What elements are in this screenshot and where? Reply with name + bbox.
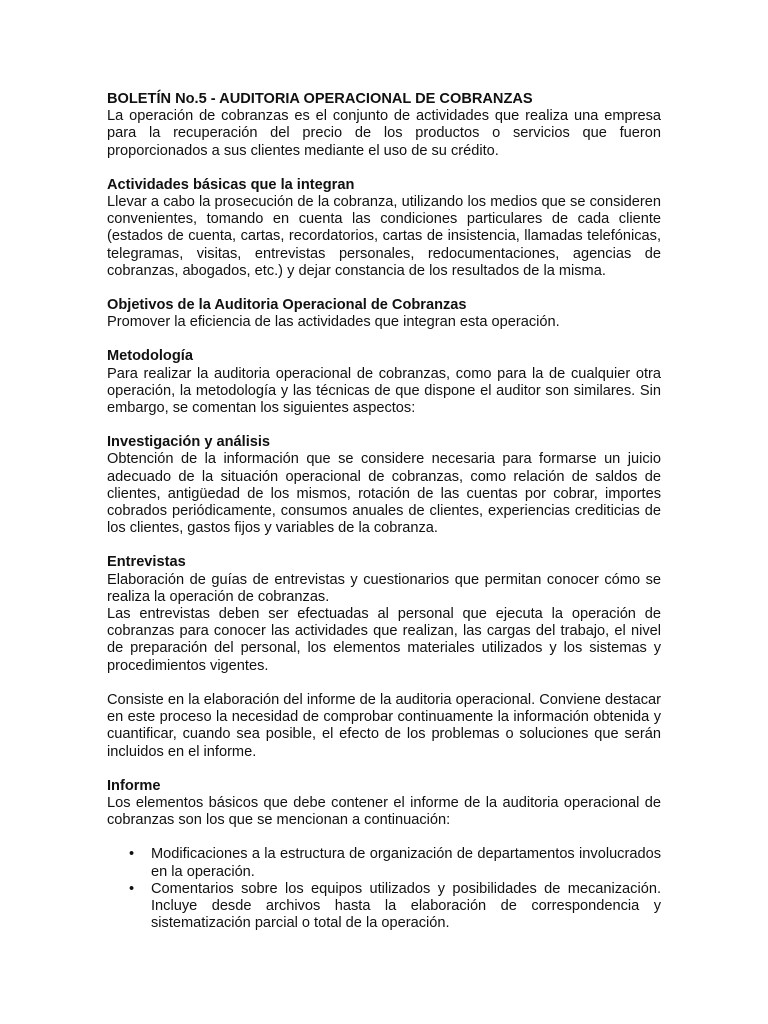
section-text-objetivos: Promover la eficiencia de las actividades que integran esta operación. xyxy=(107,314,560,331)
section-text-investigacion: Obtención de la información que se considere necesaria para formarse un juicio adecuado de la situación operacional de cobranzas, como relación de saldos de clientes, antigüedad de los mismos, rotación de las cuentas por cobrar, importes cobrados periódicamente, consumos anuales de clientes, experiencias crediticias de los clientes, gastos fijos y variables de la cobranza. xyxy=(107,451,661,537)
section-text-entrevistas: Elaboración de guías de entrevistas y cuestionarios que permitan conocer cómo se realiza la operación de cobranzas. xyxy=(107,571,661,605)
bullet-icon: • xyxy=(129,880,135,897)
document-title: BOLETÍN No.5 - AUDITORIA OPERACIONAL DE COBRANZAS xyxy=(107,91,533,107)
section-heading-investigacion: Investigación y análisis xyxy=(107,434,271,451)
document-page xyxy=(107,91,661,932)
informe-bullet-list xyxy=(107,846,661,932)
spacer xyxy=(107,537,661,554)
intro-paragraph: La operación de cobranzas es el conjunto de actividades que realiza una empresa para la recuperación del precio de los productos o servicios que fueron proporcionados a sus clientes mediante el uso de su crédito. xyxy=(107,108,661,159)
section-heading-metodologia: Metodología xyxy=(107,348,193,365)
section-heading-entrevistas: Entrevistas xyxy=(107,554,186,571)
spacer xyxy=(107,417,661,434)
section-text-entrevistas-2: Las entrevistas deben ser efectuadas al personal que ejecuta la operación de cobranzas para conocer las actividades que realizan, las cargas del trabajo, el nivel de preparación del personal, los elementos materiales utilizados y los sistemas y procedimientos vigentes. xyxy=(107,606,661,674)
list-item-text: Comentarios sobre los equipos utilizados y posibilidades de mecanización. Incluye desde archivos hasta la elaboración de correspondencia y sistematización parcial o total de la operación. xyxy=(151,880,661,932)
list-item xyxy=(107,846,661,880)
list-item-text: Modificaciones a la estructura de organización de departamentos involucrados en la operación. xyxy=(151,846,661,880)
spacer xyxy=(107,280,661,297)
section-text-actividades: Llevar a cabo la prosecución de la cobranza, utilizando los medios que se consideren convenientes, tomando en cuenta las condiciones particulares de cada cliente (estados de cuenta, cartas, recordatorios, cartas de insistencia, llamadas telefónicas, telegramas, visitas, entrevistas personales, redocumentaciones, agencias de cobranzas, abogados, etc.) y dejar constancia de los resultados de la misma. xyxy=(107,194,661,279)
spacer xyxy=(107,675,661,692)
section-heading-actividades: Actividades básicas que la integran xyxy=(107,176,355,193)
spacer xyxy=(107,160,661,177)
bullet-icon: • xyxy=(129,846,135,863)
section-heading-informe: Informe xyxy=(107,777,161,794)
section-heading-objetivos: Objetivos de la Auditoria Operacional de Cobranzas xyxy=(107,297,467,314)
spacer xyxy=(107,331,661,348)
section-text-informe: Los elementos básicos que debe contener el informe de la auditoria operacional de cobranzas son los que se mencionan a continuación: xyxy=(107,794,661,829)
spacer xyxy=(107,829,661,846)
section-text-entrevistas-3: Consiste en la elaboración del informe de la auditoria operacional. Conviene destacar en este proceso la necesidad de comprobar continuamente la información obtenida y cuantificar, cuando sea posible, el efecto de los problemas o soluciones que serán incluidos en el informe. xyxy=(107,691,661,760)
spacer xyxy=(107,761,661,778)
list-item xyxy=(107,881,661,933)
section-text-metodologia: Para realizar la auditoria operacional de cobranzas, como para la de cualquier otra operación, la metodología y las técnicas de que dispone el auditor son similares. Sin embargo, se comentan los siguientes aspectos: xyxy=(107,365,661,417)
